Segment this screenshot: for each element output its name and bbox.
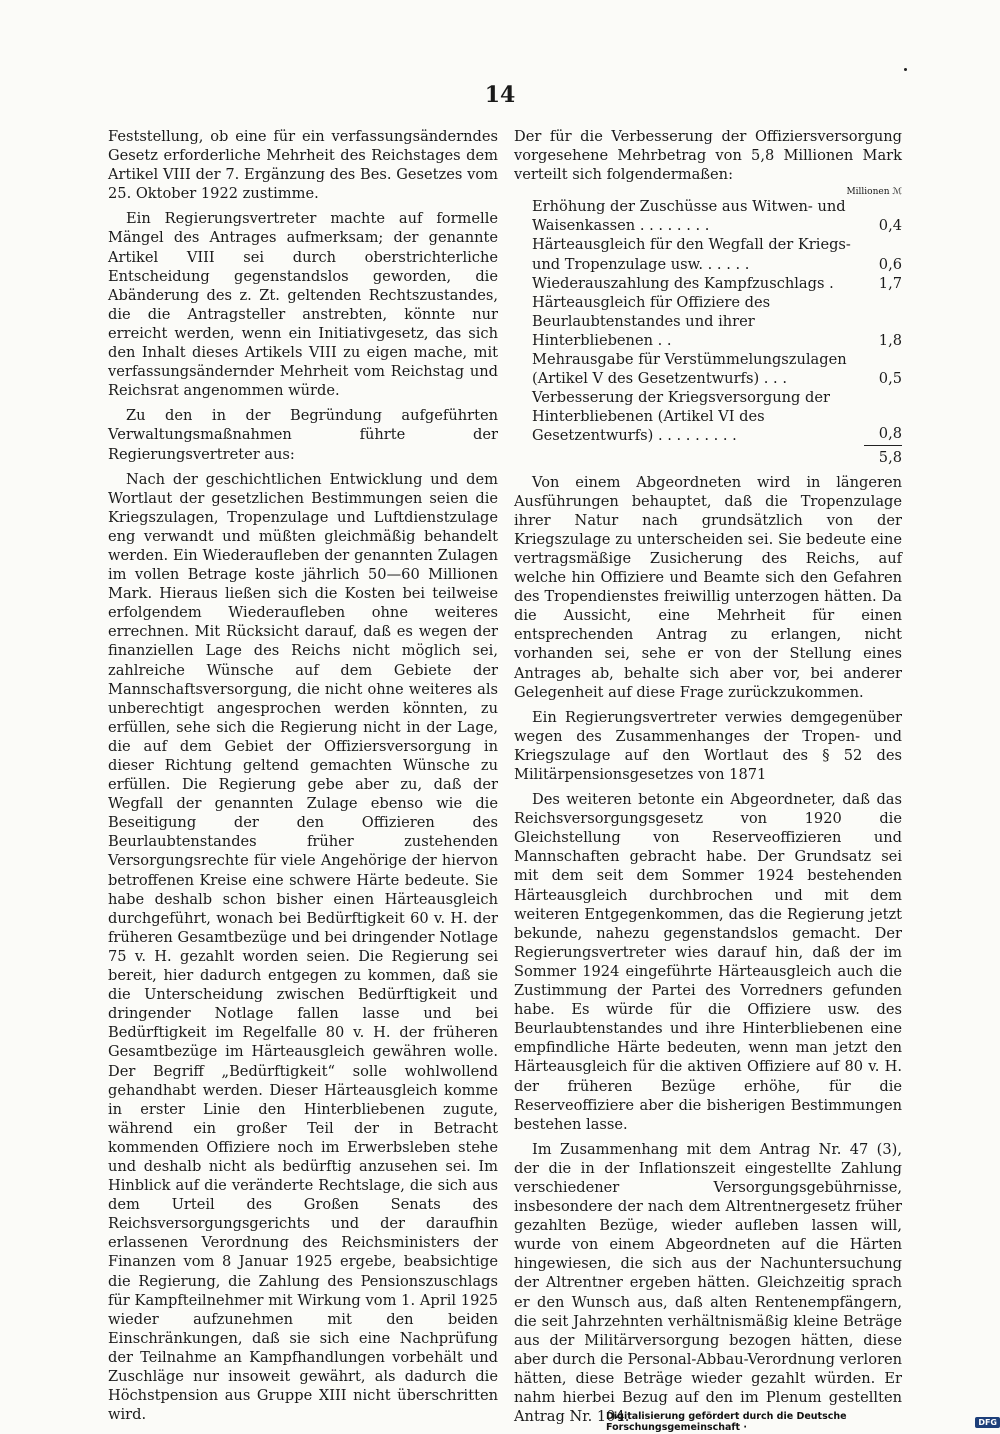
page-number: 14 (484, 82, 516, 108)
row-label: Wiederauszahlung des Kampfzuschlags . (532, 274, 834, 292)
table-row (532, 350, 902, 388)
row-label: Mehrausgabe für Verstümmelungszulagen (Artikel V des Gesetzentwurfs) . . . (532, 351, 847, 388)
table-total: 5,8 (878, 448, 902, 466)
row-value: 0,6 (878, 255, 902, 273)
table-row (532, 235, 902, 273)
footer-text: Digitalisierung gefördert durch die Deutsche Forschungsgemeinschaft · (606, 1411, 847, 1433)
row-label: Erhöhung der Zuschüsse aus Witwen- und Waisenkassen . . . . . . . . (532, 198, 846, 235)
paragraph: Feststellung, ob eine für ein verfassungsänderndes Gesetz erforderliche Mehrheit des Reichstages dem Artikel VIII der 7. Ergänzung des Bes. Gesetzes vom 25. Oktober 1922 zustimme. (108, 128, 498, 203)
digitization-footer (606, 1411, 1000, 1433)
paragraph: Ein Regierungsvertreter verwies demgegenüber wegen des Zusammenhanges der Tropen- und Kriegszulage auf den Wortlaut des § 52 des Militärpensionsgesetzes von 1871 (514, 708, 902, 783)
row-value: 1,7 (878, 274, 902, 292)
paragraph: Zu den in der Begründung aufgeführten Verwaltungsmaßnahmen führte der Regierungsvertreter aus: (108, 407, 498, 463)
paragraph: Im Zusammenhang mit dem Antrag Nr. 47 (3), der die in der Inflationszeit eingestellte Zahlung verschiedener Versorgungsgebührnisse, insbesondere der nach dem Altrentnergesetz früher gezahlten Bezüge, wieder aufleben lassen will, wurde von einem Abgeordneten auf die Härten hingewiesen, die sich aus der Nachuntersuchung der Altrentner ergeben hätten. Gleichzeitig sprach er den Wunsch aus, daß alten Rentenempfängern, die seit Jahrzehnten verhältnismäßig kleine Beträge aus der Militärversorgung bezogen hätten, diese aber durch die Personal-Abbau-Verordnung verloren hätten, diese Beträge wieder gezahlt würden. Er nahm hierbei Bezug auf den im Plenum gestellten Antrag Nr. 104. (514, 1140, 902, 1426)
left-column (108, 127, 498, 1424)
print-speck (904, 68, 907, 71)
cost-table (532, 197, 902, 466)
table-row (532, 293, 902, 350)
row-label: Härteausgleich für Offiziere des Beurlaubtenstandes und ihrer Hinterbliebenen . . (532, 293, 771, 349)
paragraph: Von einem Abgeordneten wird in längeren Ausführungen behauptet, daß die Tropenzulage ihrer Natur nach grundsätzlich von der Kriegszulage zu unterscheiden sei. Sie bedeute eine vertragsmäßige Zusicherung des Reichs, auf welche hin Offiziere und Beamte sich den Gefahren des Tropendienstes freiwillig unterzogen hätten. Da die Aussicht, eine Mehrheit für einen entsprechenden Antrag zu erlangen, nicht vorhanden sei, sehe er von der Stellung eines Antrages ab, behalte sich aber vor, bei anderer Gelegenheit auf diese Frage zurückzukommen. (514, 473, 902, 701)
paragraph: Nach der geschichtlichen Entwicklung und dem Wortlaut der gesetzlichen Bestimmungen seien die Kriegszulagen, Tropenzulage und Luftdienstzulage eng verwandt und müßten gleichmäßig behandelt werden. Ein Wiederaufleben der genannten Zulagen im vollen Betrage koste jährlich 50—60 Millionen Mark. Hieraus ließen sich die Kosten bei teilweise erfolgendem Wiederaufleben ohne weiteres errechnen. Mit Rücksicht darauf, daß es wegen der finanziellen Lage des Reichs nicht möglich sei, zahlreiche Wünsche auf dem Gebiete der Mannschaftsversorgung, die nicht ohne weiteres als unberechtigt angesprochen werden könnten, zu erfüllen, sehe sich die Regierung nicht in der Lage, die auf dem Gebiet der Offiziersversorgung in dieser Richtung geltend gemachten Wünsche zu erfüllen. Die Regierung gebe aber zu, daß der Wegfall der genannten Zulage ebenso wie die Beseitigung der den Offizieren des Beurlaubtenstandes früher zustehenden Versorgungsrechte für viele Angehörige der hiervon betroffenen Kreise eine schwere Härte bedeute. Sie habe deshalb schon bisher einen Härteausgleich durchgeführt, wonach bei Bedürftigkeit 60 v. H. der früheren Gesamtbezüge und bei dringender Notlage 75 v. H. gezahlt worden seien. Die Regierung sei bereit, hier dadurch entgegen zu kommen, daß sie die Unterscheidung zwischen Bedürftigkeit und dringender Notlage fallen lasse und bei Bedürftigkeit im Regelfalle 80 v. H. der früheren Gesamtbezüge im Härteausgleich gewähren wolle. Der Begriff „Bedürftigkeit“ solle wohlwollend gehandhabt werden. Dieser Härteausgleich komme in erster Linie den Hinterbliebenen zugute, während ein großer Teil der in Betracht kommenden Offiziere noch im Erwerbsleben stehe und deshalb nicht als bedürftig anzusehen sei. Im Hinblick auf die veränderte Rechtslage, die sich aus dem Urteil des Großen Senats des Reichsversorgungsgerichts und der daraufhin erlassenen Verordnung des Reichsministers der Finanzen vom 8 Januar 1925 ergebe, beabsichtige die Regierung, die Zahlung des Pensionszuschlags für Kampfteilnehmer mit Wirkung vom 1. April 1925 wieder aufzunehmen mit den beiden Einschränkungen, daß sie sich eine Nachprüfung der Teilnahme an Kampfhandlungen vorbehält und Zuschläge nur insoweit gewährt, als dadurch die Höchstpension aus Gruppe XIII nicht überschritten wird. (108, 470, 498, 1424)
row-value: 0,5 (878, 370, 902, 388)
table-unit-label: Millionen ℳ (846, 187, 902, 198)
row-value: 0,8 (864, 424, 902, 445)
row-label: Verbesserung der Kriegsversorgung der Hinterbliebenen (Artikel VI des Gesetzentwurfs) . . . . . . . . . (532, 389, 830, 445)
right-column (514, 127, 902, 1426)
table-row (532, 274, 902, 293)
paragraph: Ein Regierungsvertreter machte auf formelle Mängel des Antrages aufmerksam; der genannte Artikel VIII sei durch oberstrichterliche Entscheidung gegenstandslos geworden, die Abänderung des z. Zt. geltenden Rechtszustandes, die die Antragsteller anstrebten, könnte nur erreicht werden, wenn ein Initiativgesetz, das sich den Inhalt dieses Artikels VIII zu eigen mache, mit verfassungsändernder Mehrheit vom Reichstag und Reichsrat angenommen würde. (108, 210, 498, 400)
table-row (532, 197, 902, 235)
row-value: 1,8 (878, 331, 902, 349)
table-intro: Der für die Verbesserung der Offiziersversorgung vorgesehene Mehrbetrag von 5,8 Millionen Mark verteilt sich folgendermaßen: (514, 128, 902, 184)
table-row (532, 388, 902, 445)
paragraph: Des weiteren betonte ein Abgeordneter, daß das Reichsversorgungsgesetz von 1920 die Gleichstellung von Reserveoffizieren und Mannschaften gebracht habe. Der Grundsatz sei mit dem seit dem Sommer 1924 bestehenden Härteausgleich durchbrochen und mit dem weiteren Entgegenkommen, das die Regierung jetzt bekunde, nahezu gegenstandslos gemacht. Der Regierungsvertreter wies darauf hin, daß der im Sommer 1924 eingeführte Härteausgleich auch die Zustimmung der Partei des Vorredners gefunden habe. Es würde für die Offiziere usw. des Beurlaubtenstandes und ihre Hinterbliebenen eine empfindliche Härte bedeuten, wenn man jetzt den Härteausgleich für die aktiven Offiziere auf 80 v. H. der früheren Bezüge erhöhe, für die Reserveoffiziere aber die bisherigen Bestimmungen bestehen lasse. (514, 791, 902, 1133)
row-value: 0,4 (878, 217, 902, 235)
row-label: Härteausgleich für den Wegfall der Kriegs- und Tropenzulage usw. . . . . . (532, 236, 851, 273)
dfg-logo: DFG (975, 1417, 1000, 1428)
